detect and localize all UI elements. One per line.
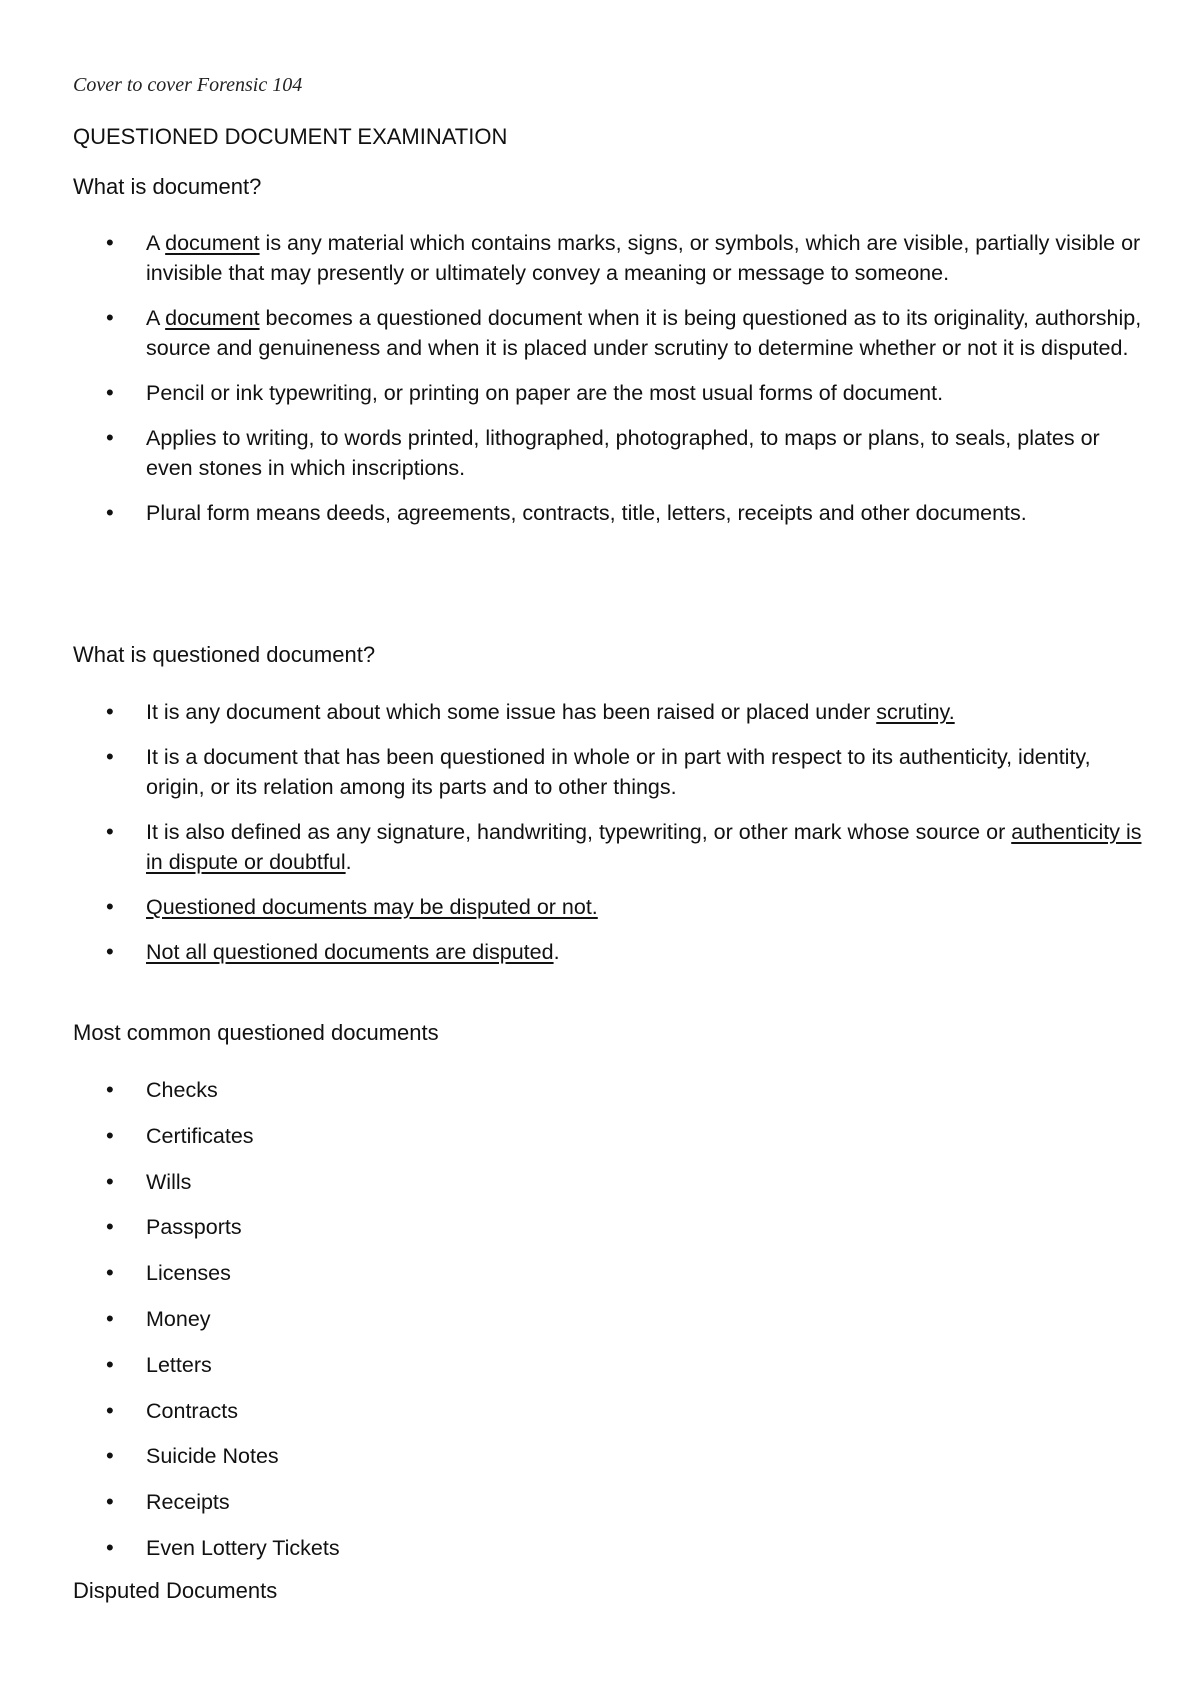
underlined-text: authenticity is in dispute or doubtful [146, 820, 1142, 874]
list-item [73, 1533, 1143, 1563]
bullet-icon: • [106, 380, 114, 405]
bullet-icon: • [106, 1122, 114, 1148]
list-item-text: Receipts [146, 1490, 230, 1515]
bullet-icon: • [106, 1489, 114, 1515]
list-item-text: It is also defined as any signature, handwriting, typewriting, or other mark whose source or [146, 820, 1012, 844]
list-item-text: . [345, 850, 352, 874]
bullet-icon: • [106, 500, 114, 525]
list-item [73, 1304, 1143, 1334]
list-item [73, 423, 1143, 483]
list-item-text: Licenses [146, 1261, 231, 1286]
bullet-icon: • [106, 1534, 114, 1560]
underlined-text: Not all questioned documents are disputed [146, 940, 554, 964]
header-note: Cover to cover Forensic 104 [73, 74, 303, 96]
list-item [73, 303, 1143, 363]
list-item-text: Passports [146, 1215, 242, 1240]
bullet-icon: • [106, 425, 114, 450]
list-item [73, 1487, 1143, 1517]
list-item-text: Even Lottery Tickets [146, 1535, 340, 1560]
list-item-text: Applies to writing, to words printed, lithographed, photographed, to maps or plans, to seals, plates or even stones in which inscriptions. [146, 426, 1100, 480]
list-item [73, 498, 1143, 528]
list-item-text: Pencil or ink typewriting, or printing on paper are the most usual forms of document. [146, 381, 944, 405]
section-heading-what-is-document: What is document? [73, 174, 262, 199]
list-item-text: Suicide Notes [146, 1444, 279, 1469]
list-item-text: is any material which contains marks, signs, or symbols, which are visible, partially visible or invisible that may presently or ultimately convey a meaning or message to someone. [146, 231, 1141, 285]
section-heading-disputed: Disputed Documents [73, 1578, 278, 1603]
bullet-icon: • [106, 819, 114, 844]
list-item-text: . [553, 940, 560, 964]
list-item [73, 1350, 1143, 1380]
list-item-text: Checks [146, 1078, 218, 1102]
bullet-icon: • [106, 1168, 114, 1194]
list-item [73, 742, 1143, 802]
list-item [73, 937, 1143, 967]
underlined-text: document [165, 306, 260, 330]
list-item [73, 1121, 1143, 1151]
list-item [73, 1258, 1143, 1288]
bullet-icon: • [106, 1397, 114, 1423]
bullet-icon: • [106, 1443, 114, 1469]
list-item [73, 1441, 1143, 1471]
bullet-icon: • [106, 699, 114, 724]
underlined-text: document [165, 231, 260, 255]
underlined-text: Questioned documents may be disputed or not. [146, 895, 598, 919]
bullet-icon: • [106, 744, 114, 769]
bullet-icon: • [106, 939, 114, 964]
bullet-list-most-common [73, 1075, 1143, 1579]
bullet-icon: • [106, 1351, 114, 1377]
list-item-text: Letters [146, 1352, 212, 1377]
list-item-text: becomes a questioned document when it is being questioned as to its originality, authorship, source and genuineness and when it is placed under scrutiny to determine whether or not it is disputed. [146, 306, 1142, 360]
underlined-text: scrutiny. [876, 700, 955, 724]
bullet-icon: • [106, 1214, 114, 1240]
list-item [73, 817, 1143, 877]
list-item-text: A [146, 306, 166, 330]
list-item-text: Wills [146, 1169, 192, 1194]
list-item [73, 697, 1143, 727]
bullet-icon: • [106, 230, 114, 255]
bullet-list-what-is-document [73, 228, 1143, 543]
list-item-text: It is any document about which some issue has been raised or placed under [146, 700, 877, 724]
list-item [73, 1167, 1143, 1197]
page-title: QUESTIONED DOCUMENT EXAMINATION [73, 124, 508, 149]
bullet-icon: • [106, 894, 114, 919]
list-item-text: It is a document that has been questioned in whole or in part with respect to its authenticity, identity, origin, or its relation among its parts and to other things. [146, 745, 1091, 799]
section-heading-most-common: Most common questioned documents [73, 1020, 439, 1045]
section-heading-what-is-questioned: What is questioned document? [73, 642, 376, 667]
list-item [73, 1075, 1143, 1105]
bullet-icon: • [106, 1260, 114, 1286]
list-item [73, 378, 1143, 408]
list-item [73, 1396, 1143, 1426]
bullet-icon: • [106, 305, 114, 330]
list-item [73, 1212, 1143, 1242]
bullet-list-what-is-questioned [73, 697, 1143, 982]
list-item-text: Contracts [146, 1398, 239, 1423]
list-item [73, 228, 1143, 288]
bullet-icon: • [106, 1077, 114, 1102]
bullet-icon: • [106, 1305, 114, 1331]
list-item-text: A [146, 231, 166, 255]
list-item [73, 892, 1143, 922]
list-item-text: Certificates [146, 1123, 254, 1148]
list-item-text: Money [146, 1306, 211, 1331]
list-item-text: Plural form means deeds, agreements, contracts, title, letters, receipts and other documents. [146, 501, 1027, 525]
